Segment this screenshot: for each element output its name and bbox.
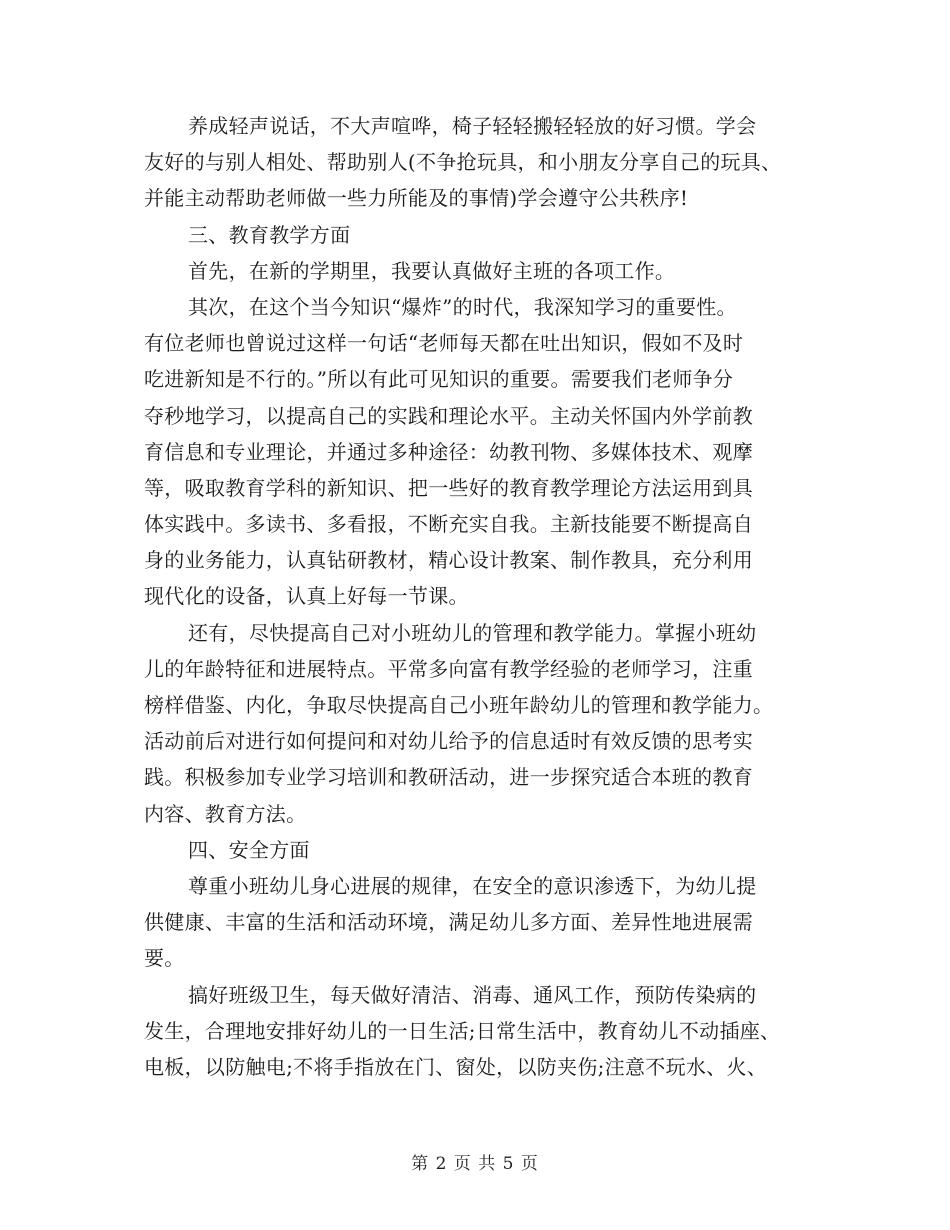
text-line: 供健康、丰富的生活和活动环境，满足幼儿多方面、差异性地进展需	[144, 910, 753, 935]
text-line: 首先，在新的学期里，我要认真做好主班的各项工作。	[188, 258, 676, 283]
text-line: 育信息和专业理论，并通过多种途径：幼教刊物、多媒体技术、观摩	[144, 439, 753, 464]
text-line: 发生，合理地安排好幼儿的一日生活;日常生活中，教育幼儿不动插座、	[144, 1018, 781, 1043]
section-heading: 四、安全方面	[188, 837, 310, 862]
text-line: 身的业务能力，认真钻研教材，精心设计教案、制作教具，充分利用	[144, 548, 753, 573]
text-line: 还有，尽快提高自己对小班幼儿的管理和教学能力。掌握小班幼	[188, 620, 757, 645]
document-body	[144, 108, 804, 1085]
text-line: 践。积极参加专业学习培训和教研活动，进一步探究适合本班的教育	[144, 765, 753, 790]
text-line: 尊重小班幼儿身心进展的规律，在安全的意识渗透下，为幼儿提	[188, 873, 757, 898]
text-line: 电板，以防触电;不将手指放在门、窗处，以防夹伤;注意不玩水、火、	[144, 1054, 768, 1079]
text-line: 吃进新知是不行的。”所以有此可见知识的重要。需要我们老师争分	[144, 367, 734, 392]
text-line: 现代化的设备，认真上好每一节课。	[144, 584, 469, 609]
text-line: 有位老师也曾说过这样一句话“老师每天都在吐出知识，假如不及时	[144, 331, 744, 356]
text-line: 等，吸取教育学科的新知识、把一些好的教育教学理论方法运用到具	[144, 475, 753, 500]
text-line: 养成轻声说话，不大声喧哗，椅子轻轻搬轻轻放的好习惯。学会	[188, 114, 757, 138]
text-line: 其次，在这个当今知识“爆炸”的时代，我深知学习的重要性。	[188, 294, 737, 319]
text-line: 搞好班级卫生，每天做好清洁、消毒、通风工作，预防传染病的	[188, 982, 757, 1007]
text-line: 内容、教育方法。	[144, 801, 307, 826]
text-line: 友好的与别人相处、帮助别人(不争抢玩具，和小朋友分享自己的玩具、	[144, 150, 782, 175]
text-line: 榜样借鉴、内化，争取尽快提高自己小班年龄幼儿的管理和教学能力。	[144, 693, 774, 717]
section-heading: 三、教育教学方面	[188, 222, 351, 247]
text-line: 活动前后对进行如何提问和对幼儿给予的信息适时有效反馈的思考实	[144, 729, 753, 754]
text-line: 要。	[144, 946, 185, 971]
text-line: 儿的年龄特征和进展特点。平常多向富有教学经验的老师学习，注重	[144, 656, 753, 681]
text-line: 体实践中。多读书、多看报，不断充实自我。主新技能要不断提高自	[144, 512, 753, 537]
page-number-footer: 第 2 页 共 5 页	[411, 1154, 539, 1174]
text-line: 夺秒地学习，以提高自己的实践和理论水平。主动关怀国内外学前教	[144, 403, 753, 428]
text-line: 并能主动帮助老师做一些力所能及的事情)学会遵守公共秩序!	[144, 186, 689, 211]
